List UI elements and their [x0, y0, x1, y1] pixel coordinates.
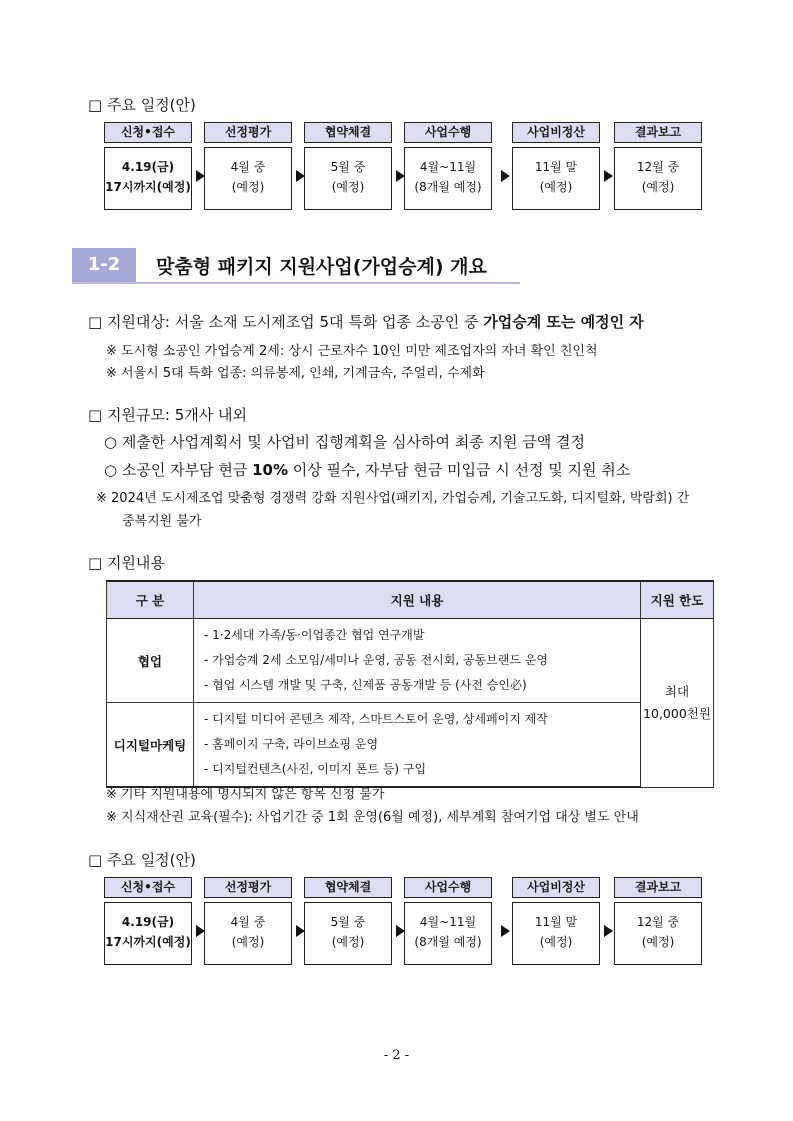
schedule-step	[614, 877, 702, 965]
step-body: 12월 중 (예정)	[614, 147, 702, 210]
step-label: 결과보고	[614, 877, 702, 898]
support-table	[106, 580, 714, 788]
step-label: 선정평가	[204, 122, 292, 143]
page-number: - 2 -	[383, 1048, 410, 1063]
step-body: 4.19(금) 17시까지(예정)	[104, 902, 192, 965]
step-body: 11월 말 (예정)	[512, 147, 600, 210]
table-row	[107, 619, 714, 703]
schedule-step	[104, 877, 192, 965]
schedule-title-bottom: □ 주요 일정(안)	[88, 851, 196, 869]
scale-item: ○ 제출한 사업계획서 및 사업비 집행계획을 심사하여 최종 지원 금액 결정	[104, 433, 585, 451]
step-label: 사업비정산	[512, 877, 600, 898]
target-note: ※ 도시형 소공인 가업승계 2세: 상시 근로자수 10인 미만 제조업자의 자녀 확인 친인척	[106, 344, 598, 359]
schedule-title-top: □ 주요 일정(안)	[88, 96, 196, 114]
step-label: 신청•접수	[104, 877, 192, 898]
table-row	[107, 703, 714, 788]
step-body: 4월 중 (예정)	[204, 902, 292, 965]
step-label: 협약체결	[304, 122, 392, 143]
step-body: 5월 중 (예정)	[304, 147, 392, 210]
section-title: 맞춤형 패키지 지원사업(가업승계) 개요	[156, 256, 487, 278]
row-category: 디지털마케팅	[107, 703, 194, 788]
arrow-right-icon	[501, 170, 510, 182]
header-category: 구 분	[107, 581, 194, 619]
schedule-step	[204, 122, 292, 210]
schedule-step	[104, 122, 192, 210]
header-content: 지원 내용	[194, 581, 641, 619]
step-body: 5월 중 (예정)	[304, 902, 392, 965]
step-label: 신청•접수	[104, 122, 192, 143]
scale-title: □ 지원규모: 5개사 내외	[88, 406, 247, 424]
section-number: 1-2	[72, 248, 136, 282]
step-label: 선정평가	[204, 877, 292, 898]
arrow-right-icon	[501, 925, 510, 937]
arrow-right-icon	[604, 925, 613, 937]
step-label: 사업수행	[404, 877, 492, 898]
schedule-step	[614, 122, 702, 210]
schedule-step	[304, 877, 392, 965]
target-note: ※ 서울시 5대 특화 업종: 의류봉제, 인쇄, 기계금속, 주얼리, 수제화	[106, 366, 485, 381]
schedule-step	[512, 877, 600, 965]
arrow-right-icon	[604, 170, 613, 182]
step-label: 사업비정산	[512, 122, 600, 143]
header-limit: 지원 한도	[641, 581, 714, 619]
step-body: 4월~11월 (8개월 예정)	[404, 902, 492, 965]
step-body: 12월 중 (예정)	[614, 902, 702, 965]
step-body: 4월 중 (예정)	[204, 147, 292, 210]
table-header	[107, 581, 714, 619]
schedule-bottom	[104, 877, 692, 969]
step-label: 협약체결	[304, 877, 392, 898]
row-items: - 디지털 미디어 콘텐츠 제작, 스마트스토어 운영, 상세페이지 제작 - 홈페이지 구축, 라이브쇼핑 운영 - 디지털컨텐츠(사진, 이미지 폰트 등) 구입	[194, 703, 641, 788]
target-line: □ 지원대상: 서울 소재 도시제조업 5대 특화 업종 소공인 중 가업승계 또는 예정인 자	[88, 313, 644, 331]
row-limit: 최대 10,000천원	[641, 619, 714, 788]
section-underline	[72, 282, 520, 284]
schedule-step	[512, 122, 600, 210]
step-body: 4월~11월 (8개월 예정)	[404, 147, 492, 210]
content-note: ※ 지식재산권 교육(필수): 사업기간 중 1회 운영(6월 예정), 세부계획 참여기업 대상 별도 안내	[106, 810, 639, 825]
row-items: - 1·2세대 가족/동·이업종간 협업 연구개발 - 가업승계 2세 소모임/세미나 운영, 공동 전시회, 공동브랜드 운영 - 협업 시스템 개발 및 구축, 신제품 공동개발 등 (사전 승인必)	[194, 619, 641, 703]
scale-note-cont: 중복지원 불가	[122, 514, 202, 529]
schedule-top	[104, 122, 692, 214]
schedule-step	[404, 877, 492, 965]
schedule-step	[304, 122, 392, 210]
schedule-step	[404, 122, 492, 210]
schedule-step	[204, 877, 292, 965]
step-label: 결과보고	[614, 122, 702, 143]
step-body: 4.19(금) 17시까지(예정)	[104, 147, 192, 210]
step-body: 11월 말 (예정)	[512, 902, 600, 965]
scale-note: ※ 2024년 도시제조업 맞춤형 경쟁력 강화 지원사업(패키지, 가업승계, 기술고도화, 디지털화, 박람회) 간	[96, 491, 690, 506]
step-label: 사업수행	[404, 122, 492, 143]
scale-item: ○ 소공인 자부담 현금 10% 이상 필수, 자부담 현금 미입금 시 선정 및 지원 취소	[104, 461, 631, 479]
content-note: ※ 기타 지원내용에 명시되지 않은 항목 신청 불가	[106, 787, 385, 802]
content-title: □ 지원내용	[88, 554, 165, 572]
target-bold: 가업승계 또는 예정인 자	[483, 313, 644, 331]
row-category: 협업	[107, 619, 194, 703]
